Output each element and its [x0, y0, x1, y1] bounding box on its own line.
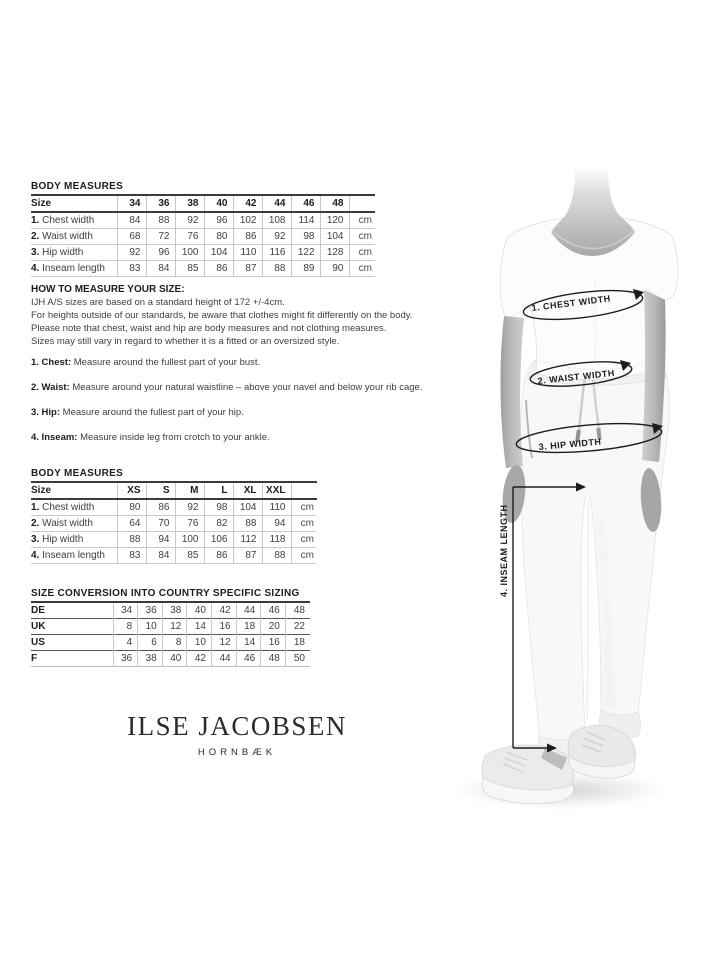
table-row	[31, 532, 317, 548]
model-figure	[455, 160, 720, 865]
measure-value-cell: 64	[117, 516, 146, 532]
row-label-cell: 4. Inseam length	[31, 548, 117, 564]
measure-value-cell: 104	[233, 499, 262, 516]
measure-value-cell: 70	[146, 516, 175, 532]
conversion-value-cell: 4	[113, 635, 138, 651]
size-column-header: XS	[117, 482, 146, 499]
measure-value-cell: 84	[117, 212, 146, 229]
measure-value-cell: 83	[117, 548, 146, 564]
section-title: SIZE CONVERSION INTO COUNTRY SPECIFIC SIZING	[31, 588, 300, 599]
step-item: 1. Chest: Measure around the fullest part of your bust.	[31, 357, 261, 368]
measure-value-cell: 80	[204, 229, 233, 245]
measure-value-cell: 122	[291, 245, 320, 261]
size-row-header: Size	[31, 195, 117, 212]
size-conversion-section	[31, 588, 310, 667]
row-label-cell: 3. Hip width	[31, 245, 117, 261]
conversion-value-cell: 14	[187, 619, 212, 635]
row-label-cell: 4. Inseam length	[31, 261, 117, 277]
measure-value-cell: 68	[117, 229, 146, 245]
measure-value-cell: 85	[175, 548, 204, 564]
step-item: 2. Waist: Measure around your natural waistline – above your navel and below your rib cage.	[31, 382, 423, 393]
unit-cell: cm	[349, 229, 375, 245]
conversion-value-cell: 18	[236, 619, 261, 635]
measure-value-cell: 104	[204, 245, 233, 261]
size-column-header: 42	[233, 195, 262, 212]
measure-value-cell: 94	[146, 532, 175, 548]
conversion-value-cell: 14	[236, 635, 261, 651]
neck-skin	[551, 166, 635, 256]
measure-value-cell: 76	[175, 516, 204, 532]
body-measures-numeric-section	[31, 181, 375, 277]
unit-column-header	[349, 195, 375, 212]
conversion-value-cell: 42	[187, 651, 212, 667]
measure-value-cell: 98	[204, 499, 233, 516]
measure-value-cell: 92	[175, 212, 204, 229]
unit-cell: cm	[349, 212, 375, 229]
conversion-value-cell: 20	[261, 619, 286, 635]
size-column-header: 40	[204, 195, 233, 212]
section-title: BODY MEASURES	[31, 181, 124, 192]
country-label-cell: F	[31, 651, 113, 667]
conversion-value-cell: 18	[285, 635, 310, 651]
measure-value-cell: 114	[291, 212, 320, 229]
measure-value-cell: 128	[320, 245, 349, 261]
measure-value-cell: 92	[117, 245, 146, 261]
measure-value-cell: 88	[262, 548, 291, 564]
measure-value-cell: 110	[262, 499, 291, 516]
conversion-value-cell: 50	[285, 651, 310, 667]
measure-value-cell: 104	[320, 229, 349, 245]
conversion-value-cell: 8	[162, 635, 187, 651]
size-conversion-table	[31, 601, 310, 667]
table-row	[31, 261, 375, 277]
unit-cell: cm	[349, 261, 375, 277]
conversion-value-cell: 8	[113, 619, 138, 635]
row-label-cell: 3. Hip width	[31, 532, 117, 548]
unit-column-header	[291, 482, 317, 499]
row-label-cell: 1. Chest width	[31, 502, 95, 513]
how-to-title: HOW TO MEASURE YOUR SIZE:	[31, 284, 185, 295]
conversion-value-cell: 40	[162, 651, 187, 667]
model-svg	[455, 160, 720, 860]
measure-value-cell: 85	[175, 261, 204, 277]
measure-value-cell: 102	[233, 212, 262, 229]
how-to-paragraph-line: IJH A/S sizes are based on a standard height of 172 +/-4cm.	[31, 297, 285, 308]
measure-value-cell: 89	[291, 261, 320, 277]
conversion-value-cell: 38	[138, 651, 163, 667]
table-row	[31, 516, 317, 532]
measure-value-cell: 87	[233, 548, 262, 564]
measure-value-cell: 86	[204, 261, 233, 277]
unit-cell: cm	[291, 499, 317, 516]
unit-cell: cm	[349, 245, 375, 261]
body-measures-alpha-table	[31, 481, 317, 564]
conversion-value-cell: 10	[138, 619, 163, 635]
body-measures-numeric-table	[31, 194, 375, 277]
country-label-cell: US	[31, 635, 113, 651]
conversion-row	[31, 602, 310, 619]
country-label-cell: UK	[31, 619, 113, 635]
conversion-value-cell: 36	[113, 651, 138, 667]
conversion-value-cell: 12	[162, 619, 187, 635]
measure-value-cell: 96	[204, 212, 233, 229]
conversion-row	[31, 619, 310, 635]
row-label-cell: 2. Waist width	[31, 516, 117, 532]
measure-value-cell: 118	[262, 532, 291, 548]
conversion-value-cell: 16	[261, 635, 286, 651]
how-to-measure-section	[31, 284, 491, 457]
table-row	[31, 499, 317, 516]
left-sneaker	[482, 745, 574, 804]
measure-value-cell: 84	[146, 261, 175, 277]
conversion-value-cell: 42	[212, 602, 237, 619]
conversion-value-cell: 40	[187, 602, 212, 619]
table-row	[31, 229, 375, 245]
measure-value-cell: 88	[262, 261, 291, 277]
row-label-cell: 1. Chest width	[31, 215, 95, 226]
conversion-value-cell: 12	[212, 635, 237, 651]
measure-value-cell: 86	[146, 499, 175, 516]
how-to-paragraph	[31, 296, 491, 348]
measure-value-cell: 72	[146, 229, 175, 245]
size-column-header: 44	[262, 195, 291, 212]
conversion-value-cell: 46	[236, 651, 261, 667]
size-column-header: 38	[175, 195, 204, 212]
measure-value-cell: 98	[291, 229, 320, 245]
how-to-paragraph-line: Please note that chest, waist and hip are body measures and not clothing measures.	[31, 323, 387, 334]
size-column-header: XXL	[262, 482, 291, 499]
table-row	[31, 548, 317, 564]
measure-value-cell: 92	[262, 229, 291, 245]
waist-measure-label: 2. WAIST WIDTH	[537, 367, 616, 386]
size-column-header: S	[146, 482, 175, 499]
measure-value-cell: 108	[262, 212, 291, 229]
measure-value-cell: 86	[204, 548, 233, 564]
section-title: BODY MEASURES	[31, 468, 124, 479]
measure-value-cell: 88	[117, 532, 146, 548]
measure-value-cell: 100	[175, 245, 204, 261]
size-column-header: M	[175, 482, 204, 499]
measure-value-cell: 112	[233, 532, 262, 548]
measure-value-cell: 82	[204, 516, 233, 532]
conversion-value-cell: 10	[187, 635, 212, 651]
brand-subtitle: HORNBÆK	[197, 747, 277, 758]
measure-value-cell: 76	[175, 229, 204, 245]
conversion-row	[31, 651, 310, 667]
chest-measure-label: 1. CHEST WIDTH	[531, 293, 612, 313]
size-column-header: 46	[291, 195, 320, 212]
measure-value-cell: 87	[233, 261, 262, 277]
row-label-cell: 2. Waist width	[31, 229, 117, 245]
size-row-header: Size	[31, 482, 117, 499]
how-to-paragraph-line: For heights outside of our standards, be aware that clothes might fit differently on the body.	[31, 310, 413, 321]
conversion-value-cell: 16	[212, 619, 237, 635]
conversion-value-cell: 44	[212, 651, 237, 667]
conversion-value-cell: 36	[138, 602, 163, 619]
conversion-value-cell: 48	[261, 651, 286, 667]
measure-value-cell: 110	[233, 245, 262, 261]
measure-value-cell: 100	[175, 532, 204, 548]
measure-value-cell: 84	[146, 548, 175, 564]
unit-cell: cm	[291, 532, 317, 548]
size-column-header: 34	[117, 195, 146, 212]
conversion-value-cell: 46	[261, 602, 286, 619]
measure-value-cell: 120	[320, 212, 349, 229]
body-measures-alpha-section	[31, 468, 317, 564]
how-to-steps	[31, 357, 491, 444]
table-row	[31, 245, 375, 261]
how-to-paragraph-line: Sizes may still vary in regard to whether it is a fitted or an oversized style.	[31, 336, 340, 347]
conversion-value-cell: 22	[285, 619, 310, 635]
measure-value-cell: 116	[262, 245, 291, 261]
measure-value-cell: 88	[146, 212, 175, 229]
measure-value-cell: 92	[175, 499, 204, 516]
conversion-value-cell: 44	[236, 602, 261, 619]
measure-value-cell: 86	[233, 229, 262, 245]
step-item: 4. Inseam: Measure inside leg from crotch to your ankle.	[31, 432, 270, 443]
inseam-measure-label: 4. INSEAM LENGTH	[499, 504, 509, 597]
brand-name: ILSE JACOBSEN	[127, 711, 347, 741]
size-column-header: 36	[146, 195, 175, 212]
conversion-value-cell: 48	[285, 602, 310, 619]
measure-value-cell: 96	[146, 245, 175, 261]
measure-value-cell: 94	[262, 516, 291, 532]
brand-logo	[97, 712, 377, 758]
conversion-value-cell: 34	[113, 602, 138, 619]
measure-value-cell: 80	[117, 499, 146, 516]
conversion-row	[31, 635, 310, 651]
table-row	[31, 212, 375, 229]
hip-measure-label: 3. HIP WIDTH	[538, 436, 602, 452]
country-label-cell: DE	[31, 605, 45, 616]
size-column-header: 48	[320, 195, 349, 212]
conversion-value-cell: 6	[138, 635, 163, 651]
step-item: 3. Hip: Measure around the fullest part of your hip.	[31, 407, 244, 418]
size-column-header: L	[204, 482, 233, 499]
measure-value-cell: 88	[233, 516, 262, 532]
measure-value-cell: 106	[204, 532, 233, 548]
measure-value-cell: 83	[117, 261, 146, 277]
size-column-header: XL	[233, 482, 262, 499]
measure-value-cell: 90	[320, 261, 349, 277]
unit-cell: cm	[291, 548, 317, 564]
conversion-value-cell: 38	[162, 602, 187, 619]
unit-cell: cm	[291, 516, 317, 532]
